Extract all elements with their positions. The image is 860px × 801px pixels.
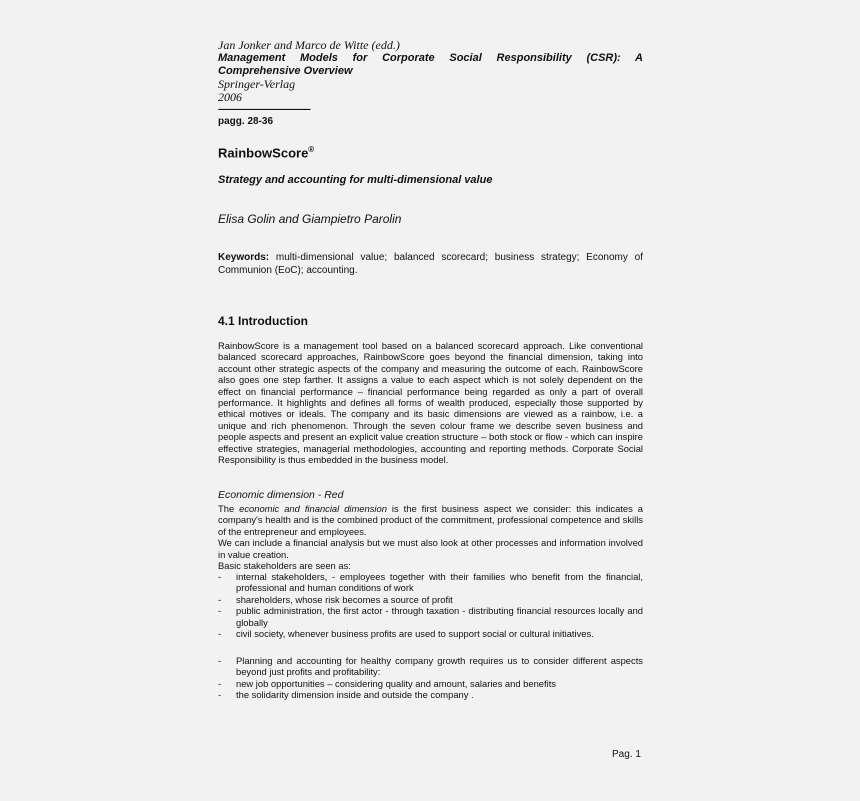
bullet-dash: - xyxy=(218,593,222,605)
editors-line: Jan Jonker and Marco de Witte (edd.) xyxy=(218,38,400,52)
bullet-dash: - xyxy=(218,655,222,666)
bullet-dash: - xyxy=(218,689,222,701)
list-item xyxy=(218,594,643,605)
list-item xyxy=(218,628,643,639)
separator: ---------------------------------------------- xyxy=(218,104,310,114)
section-heading: 4.1 Introduction xyxy=(218,314,308,328)
bullet-dash: - xyxy=(218,605,222,617)
list-item-text: the solidarity dimension inside and outside the company . xyxy=(236,689,474,701)
growth-list xyxy=(218,655,643,701)
p1-post: is the first business aspect we consider: this indicates a company's health and is the combined product of the commitment, professional competence and skills of the entrepreneur and employees. xyxy=(218,503,643,537)
bullet-dash: - xyxy=(218,628,222,640)
list-item-text: public administration, the first actor - through taxation - distributing financial resources locally and globally xyxy=(236,605,643,628)
list-item-text: internal stakeholders, - employees together with their families who benefit from the financial, professional and human conditions of work xyxy=(236,571,643,594)
intro-paragraph: RainbowScore is a management tool based on a balanced scorecard approach. Like conventional balanced scorecard approaches, RainbowScore goes beyond the financial dimension, taking into account other strategic aspects of the company and measuring the outcome of each. RainbowScore also goes one step farther. It assigns a value to each aspect which is not solely dependent on the effect on financial performance – financial performance being regarded as only a part of overall performance. It highlights and defines all forms of wealth produced, especially those supported by ethical motives or ideals. The company and its basic dimensions are viewed as a rainbow, i.e. a unique and rich phenomenon. Through the seven colour frame we describe seven business and people aspects and present an explicit value creation structure – both stock or flow - which can inspire effective strategies, managerial methodologies, accounting and reporting methods. Corporate Social Responsibility is thus embedded in the business model. xyxy=(218,340,643,466)
list-item xyxy=(218,689,643,700)
registered-mark: ® xyxy=(308,145,315,154)
keywords-label: Keywords: xyxy=(218,252,270,263)
economic-paragraph-3: Basic stakeholders are seen as: xyxy=(218,560,351,572)
bullet-dash: - xyxy=(218,677,222,689)
list-item xyxy=(218,678,643,689)
chapter-subtitle: Strategy and accounting for multi-dimensional value xyxy=(218,174,493,186)
book-title-line2: Comprehensive Overview xyxy=(218,65,353,77)
keywords-text: multi-dimensional value; balanced scorecard; business strategy; Economy of Communion (EoC); accounting. xyxy=(218,252,643,276)
economic-text xyxy=(218,503,643,571)
p1-pre: The xyxy=(218,503,240,514)
reference-block xyxy=(218,39,643,128)
chapter-title xyxy=(218,145,643,160)
page-number: Pag. 1 xyxy=(612,749,641,760)
book-title-line1: Management Models for Corporate Social Responsibility (CSR): A xyxy=(218,52,643,64)
economic-paragraph-1 xyxy=(218,503,643,537)
list-item-text: shareholders, whose risk becomes a source of profit xyxy=(236,593,453,605)
list-item xyxy=(218,655,643,678)
p1-em: economic and financial dimension xyxy=(239,503,387,514)
year: 2006 xyxy=(218,90,242,104)
economic-paragraph-2: We can include a financial analysis but we must also look at other processes and information involved in value creation. xyxy=(218,537,643,560)
bullet-dash: - xyxy=(218,571,222,582)
keywords xyxy=(218,251,643,277)
list-item-text: civil society, whenever business profits are used to support social or cultural initiatives. xyxy=(236,628,594,640)
authors: Elisa Golin and Giampietro Parolin xyxy=(218,212,402,226)
chapter-title-text: RainbowScore xyxy=(218,145,309,161)
list-item xyxy=(218,571,643,594)
list-item-text: new job opportunities – considering quality and amount, salaries and benefits xyxy=(236,677,556,689)
list-item-text: Planning and accounting for healthy company growth requires us to consider different aspects beyond just profits and profitability: xyxy=(236,655,643,678)
page-range: pagg. 28-36 xyxy=(218,116,274,127)
publisher: Springer-Verlag xyxy=(218,77,296,91)
stakeholder-list xyxy=(218,571,643,639)
economic-heading: Economic dimension - Red xyxy=(218,489,344,501)
list-item xyxy=(218,605,643,628)
